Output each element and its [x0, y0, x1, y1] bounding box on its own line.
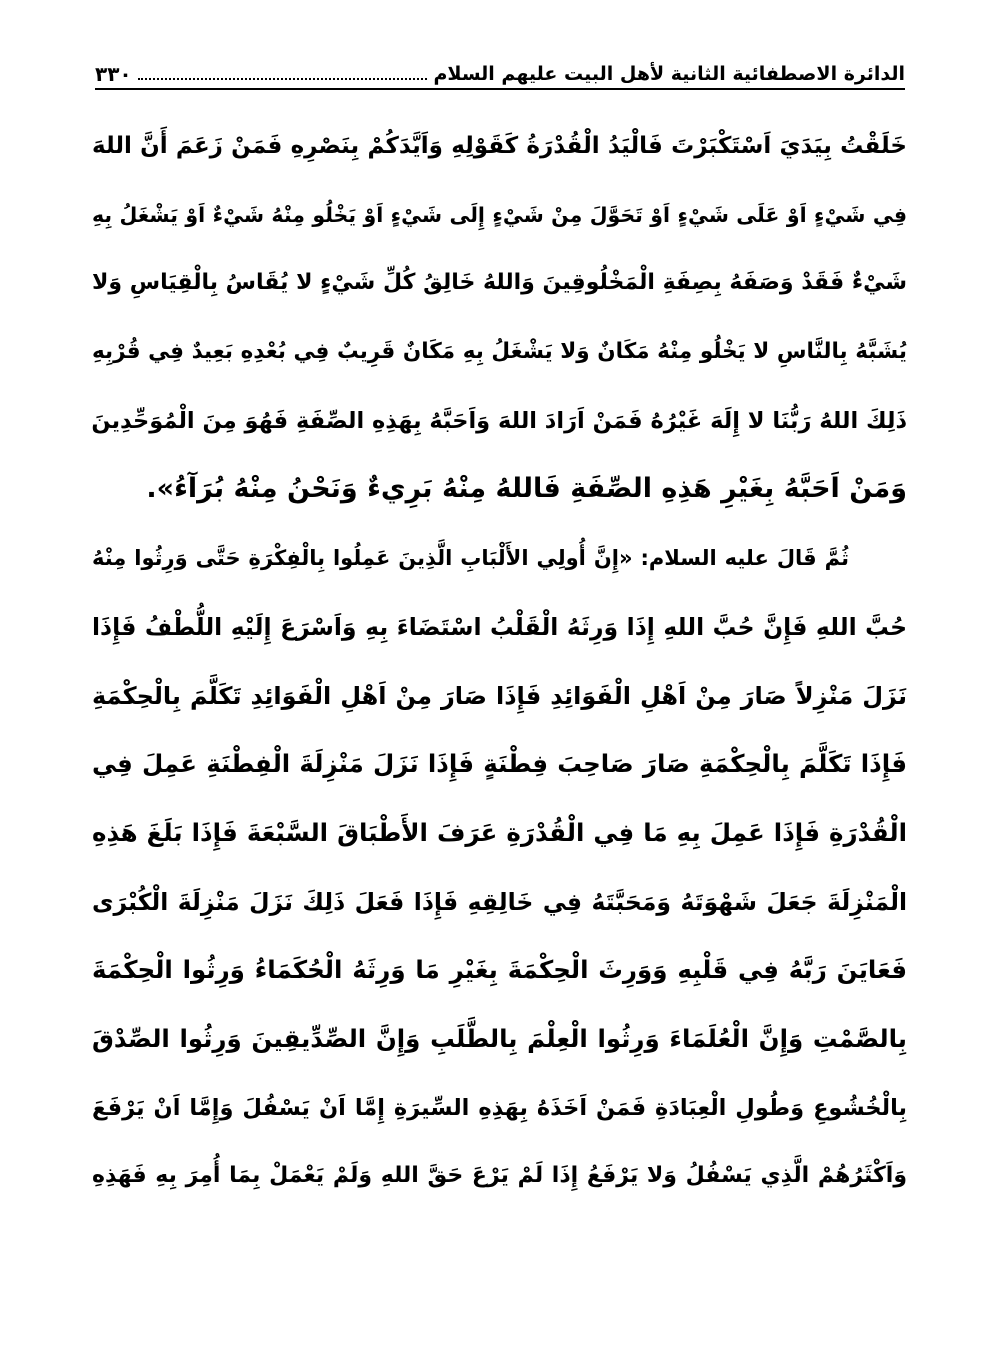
text-line: شَيْءٌ فَقَدْ وَصَفَهُ بِصِفَةِ الْمَخْلُوقِينَ وَاللهُ خَالِقُ كُلِّ شَيْءٍ لا يُقَاسُ بِالْقِيَاسِ وَلا [92, 270, 907, 296]
text-line: بِالْخُشُوعِ وَطُولِ الْعِبَادَةِ فَمَنْ اَخَذَهُ بِهَذِهِ السِّيرَةِ إِمَّا اَنْ يَسْفُلَ وَإِمَّا اَنْ يَرْفَعَ [92, 1094, 907, 1121]
text-line: وَمَنْ اَحَبَّهُ بِغَيْرِ هَذِهِ الصِّفَةِ فَاللهُ مِنْهُ بَرِيءٌ وَنَحْنُ مِنْهُ بُرَآءُ». [146, 473, 907, 505]
text-line: فَعَايَنَ رَبَّهُ فِي قَلْبِهِ وَوَرِثَ الْحِكْمَةَ بِغَيْرِ مَا وَرِثَهُ الْحُكَمَاءُ وَرِثُوا الْحِكْمَةَ [92, 955, 907, 985]
text-line: الْمَنْزِلَةَ جَعَلَ شَهْوَتَهُ وَمَحَبَّتَهُ فِي خَالِقِهِ فَإِذَا فَعَلَ ذَلِكَ نَزَلَ مَنْزِلَةَ الْكُبْرَى [92, 887, 907, 916]
text-line: حُبَّ اللهِ فَإِنَّ حُبَّ اللهِ إِذَا وَرِثَهُ الْقَلْبُ اسْتَضَاءَ بِهِ وَاَسْرَعَ إِلَيْهِ اللُّطْفُ فَإِذَا [92, 612, 907, 641]
text-line: ثُمَّ قَالَ عليه السلام: «إِنَّ أُولِي الأَلْبَابِ الَّذِينَ عَمِلُوا بِالْفِكْرَةِ حَتَّى وَرِثُوا مِنْهُ [92, 546, 849, 571]
running-header [95, 50, 905, 86]
header-divider [95, 88, 905, 90]
text-line: وَاَكْثَرُهُمْ الَّذِي يَسْفُلُ وَلا يَرْفَعُ إِذَا لَمْ يَرْعَ حَقَّ اللهِ وَلَمْ يَعْمَلْ بِمَا أُمِرَ بِهِ فَهَذِهِ [92, 1163, 907, 1189]
text-line: فَإِذَا تَكَلَّمَ بِالْحِكْمَةِ صَارَ صَاحِبَ فِطْنَةٍ فَإِذَا نَزَلَ مَنْزِلَةَ الْفِطْنَةِ عَمِلَ فِي [92, 749, 907, 779]
paragraph-1 [92, 112, 907, 524]
header-section-title: الدائرة الاصطفائية الثانية لأهل البيت عليهم السلام [433, 63, 905, 85]
paragraph-2 [92, 524, 907, 1211]
text-line: نَزَلَ مَنْزِلاً صَارَ مِنْ اَهْلِ الْفَوَائِدِ فَإِذَا صَارَ مِنْ اَهْلِ الْفَوَائِدِ تَكَلَّمَ بِالْحِكْمَةِ [92, 681, 907, 710]
body-text [92, 112, 907, 1211]
text-line: فِي شَيْءٍ اَوْ عَلَى شَيْءٍ اَوْ تَحَوَّلَ مِنْ شَيْءٍ إِلَى شَيْءٍ اَوْ يَخْلُو مِنْهُ شَيْءٌ اَوْ يَشْغَلُ بِهِ [92, 202, 907, 227]
text-line: خَلَقْتُ بِيَدَيَ اَسْتَكْبَرْتَ فَالْيَدُ الْقُدْرَةُ كَقَوْلِهِ وَاَيَّدَكُمْ بِنَصْرِهِ فَمَنْ زَعَمَ أَنَّ اللهَ [92, 133, 907, 159]
page-number: ٣٣٠ [95, 62, 132, 86]
text-line: ذَلِكَ اللهُ رَبُّنَا لا إِلَهَ غَيْرُهُ فَمَنْ اَرَادَ اللهَ وَاَحَبَّهُ بِهَذِهِ الصِّفَةِ فَهُوَ مِنَ الْمُوَحِّدِينَ [91, 407, 907, 434]
text-line: يُشَبَّهُ بِالنَّاسِ لا يَخْلُو مِنْهُ مَكَانٌ وَلا يَشْغَلُ بِهِ مَكَانٌ قَرِيبٌ فِي بُعْدِهِ بَعِيدٌ فِي قُرْبِهِ [92, 339, 907, 365]
text-line: بِالصَّمْتِ وَإِنَّ الْعُلَمَاءَ وَرِثُوا الْعِلْمَ بِالطَّلَبِ وَإِنَّ الصِّدِّيقِينَ وَرِثُوا الصِّدْقَ [92, 1023, 907, 1053]
text-line: الْقُدْرَةِ فَإِذَا عَمِلَ بِهِ مَا فِي الْقُدْرَةِ عَرَفَ الأَطْبَاقَ السَّبْعَةَ فَإِذَا بَلَغَ هَذِهِ [92, 817, 907, 847]
header-dot-leader [138, 78, 428, 80]
